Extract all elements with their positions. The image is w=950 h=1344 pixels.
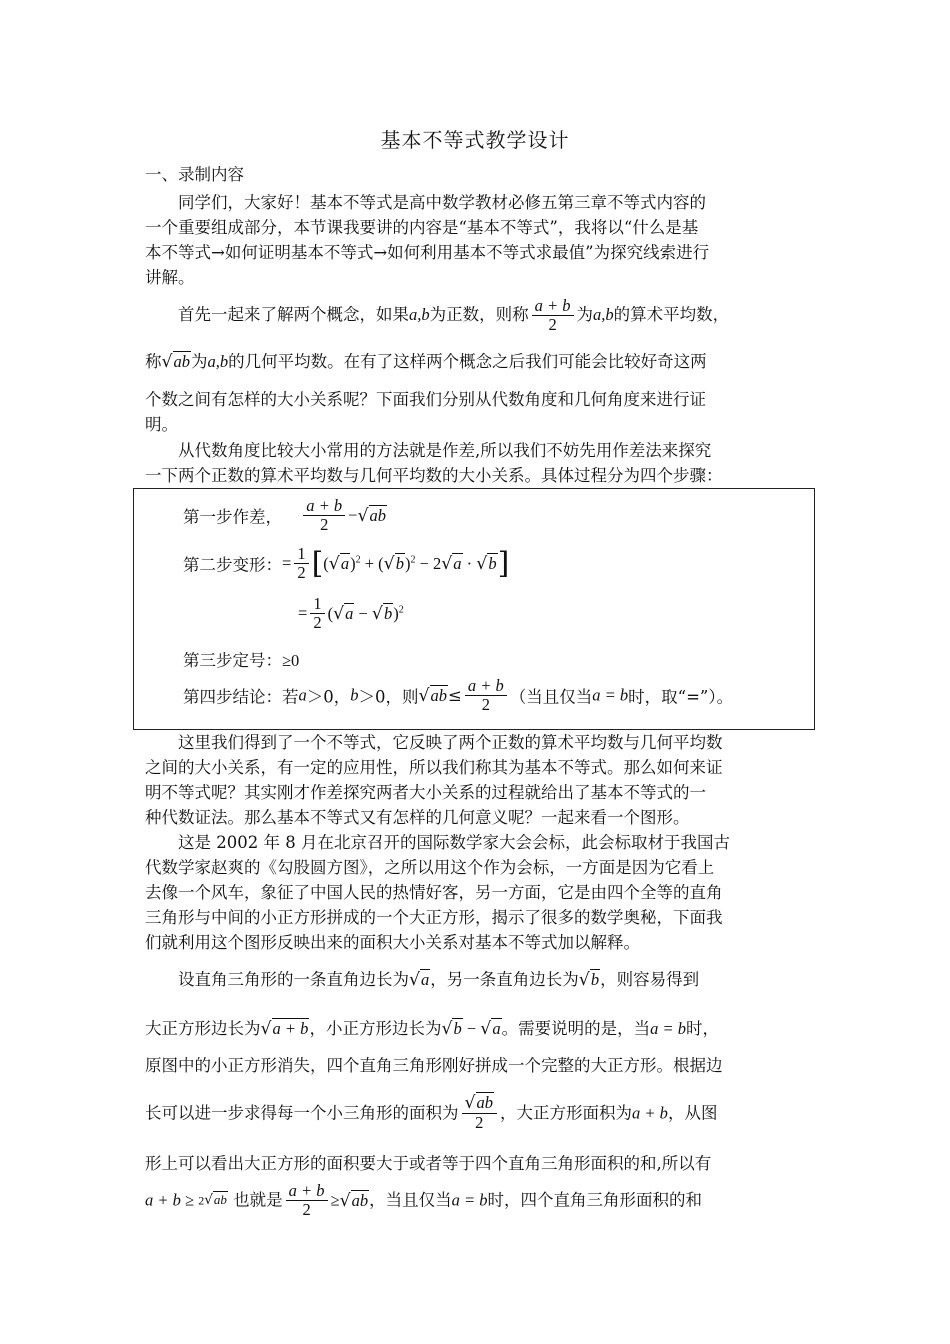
step-1: 第一步作差， $\frac{a + b}{2}$ −√ab xyxy=(183,496,386,535)
paragraph-1-line: 本不等式→如何证明基本不等式→如何利用基本不等式求最值”为探究线索进行 xyxy=(145,243,710,262)
paragraph-6-line: 设直角三角形的一条直角边长为√a，另一条直角边长为√b，则容易得到 xyxy=(178,970,700,990)
step-2-result: = $\frac{1}{2}$ $(√a - √b)^2$ xyxy=(298,594,404,633)
paragraph-5-line: 这是 2002 年 8 月在北京召开的国际数学家大会会标，此会标取材于我国古 xyxy=(178,833,730,852)
arithmetic-mean-fraction: $\frac{a + b}{2}$ xyxy=(532,297,574,334)
step-4: 第四步结论：若a＞0，b＞0，则√ab≤ $\frac{a + b}{2}$ （当且仅当a = b时，取“=”）。 xyxy=(183,676,734,715)
paragraph-4-line: 之间的大小关系，有一定的应用性，所以我们称其为基本不等式。那么如何来证 xyxy=(145,758,723,777)
paragraph-3-line: 一下两个正数的算术平均数与几何平均数的大小关系。具体过程分为四个步骤： xyxy=(145,466,723,485)
paragraph-4-line: 明不等式呢？其实刚才作差探究两者大小关系的过程就给出了基本不等式的一 xyxy=(145,783,706,802)
paragraph-2-line: 个数之间有怎样的大小关系呢？下面我们分别从代数角度和几何角度来进行证 xyxy=(145,390,706,409)
paragraph-6-line: a + b ≥ 2√ab 也就是 $\frac{a + b}{2}$ ≥√ab，当且仅当a = b时，四个直角三角形面积的和 xyxy=(145,1180,703,1219)
paragraph-2-line: 明。 xyxy=(145,415,178,434)
paragraph-5-line: 三角形与中间的小正方形拼成的一个大正方形，揭示了很多的数学奥秘，下面我 xyxy=(145,908,723,927)
paragraph-4-line: 种代数证法。那么基本不等式又有怎样的几何意义呢？一起来看一个图形。 xyxy=(145,808,690,827)
paragraph-1-line: 同学们，大家好！基本不等式是高中数学教材必修五第三章不等式内容的 xyxy=(178,193,706,212)
paragraph-6-line: 大正方形边长为√a + b，小正方形边长为√b − √a。需要说明的是，当a = b时， xyxy=(145,1019,719,1039)
paragraph-6-line: 形上可以看出大正方形的面积要大于或者等于四个直角三角形面积的和,所以有 xyxy=(145,1154,712,1173)
paragraph-2-line: 称√ab为a,b的几何平均数。在有了这样两个概念之后我们可能会比较好奇这两 xyxy=(145,352,707,372)
paragraph-2-line: 首先一起来了解两个概念，如果a,b为正数，则称 $\frac{a + b}{2}$ 为a,b的算术平均数， xyxy=(178,296,730,335)
step-3: 第三步定号：≥0 xyxy=(183,651,300,670)
section-heading: 一、录制内容 xyxy=(145,165,244,184)
paragraph-6-line: 原图中的小正方形消失，四个直角三角形刚好拼成一个完整的大正方形。根据边 xyxy=(145,1056,723,1075)
paragraph-5-line: 去像一个风车，象征了中国人民的热情好客，另一方面，它是由四个全等的直角 xyxy=(145,883,723,902)
paragraph-3-line: 从代数角度比较大小常用的方法就是作差,所以我们不妨先用作差法来探究 xyxy=(178,441,712,460)
step-2: 第二步变形：= $\frac{1}{2}$ $[(√a)^2 + (√b)^2 - 2√a \cdot √b]$ xyxy=(183,544,510,583)
paragraph-4-line: 这里我们得到了一个不等式，它反映了两个正数的算术平均数与几何平均数 xyxy=(178,733,723,752)
paragraph-5-line: 代数学家赵爽的《勾股圆方图》，之所以用这个作为会标，一方面是因为它看上 xyxy=(145,858,715,877)
paragraph-6-line: 长可以进一步求得每一个小三角形的面积为 $\frac{√ab}{2}$ ，大正方形面积为a + b，从图 xyxy=(145,1093,718,1133)
document-title: 基本不等式教学设计 xyxy=(380,128,570,152)
sqrt-ab: √ab xyxy=(161,352,191,372)
paragraph-1-line: 讲解。 xyxy=(145,268,195,287)
paragraph-1-line: 一个重要组成部分，本节课我要讲的内容是“基本不等式”，我将以“什么是基 xyxy=(145,218,699,237)
paragraph-5-line: 们就利用这个图形反映出来的面积大小关系对基本不等式加以解释。 xyxy=(145,933,640,952)
